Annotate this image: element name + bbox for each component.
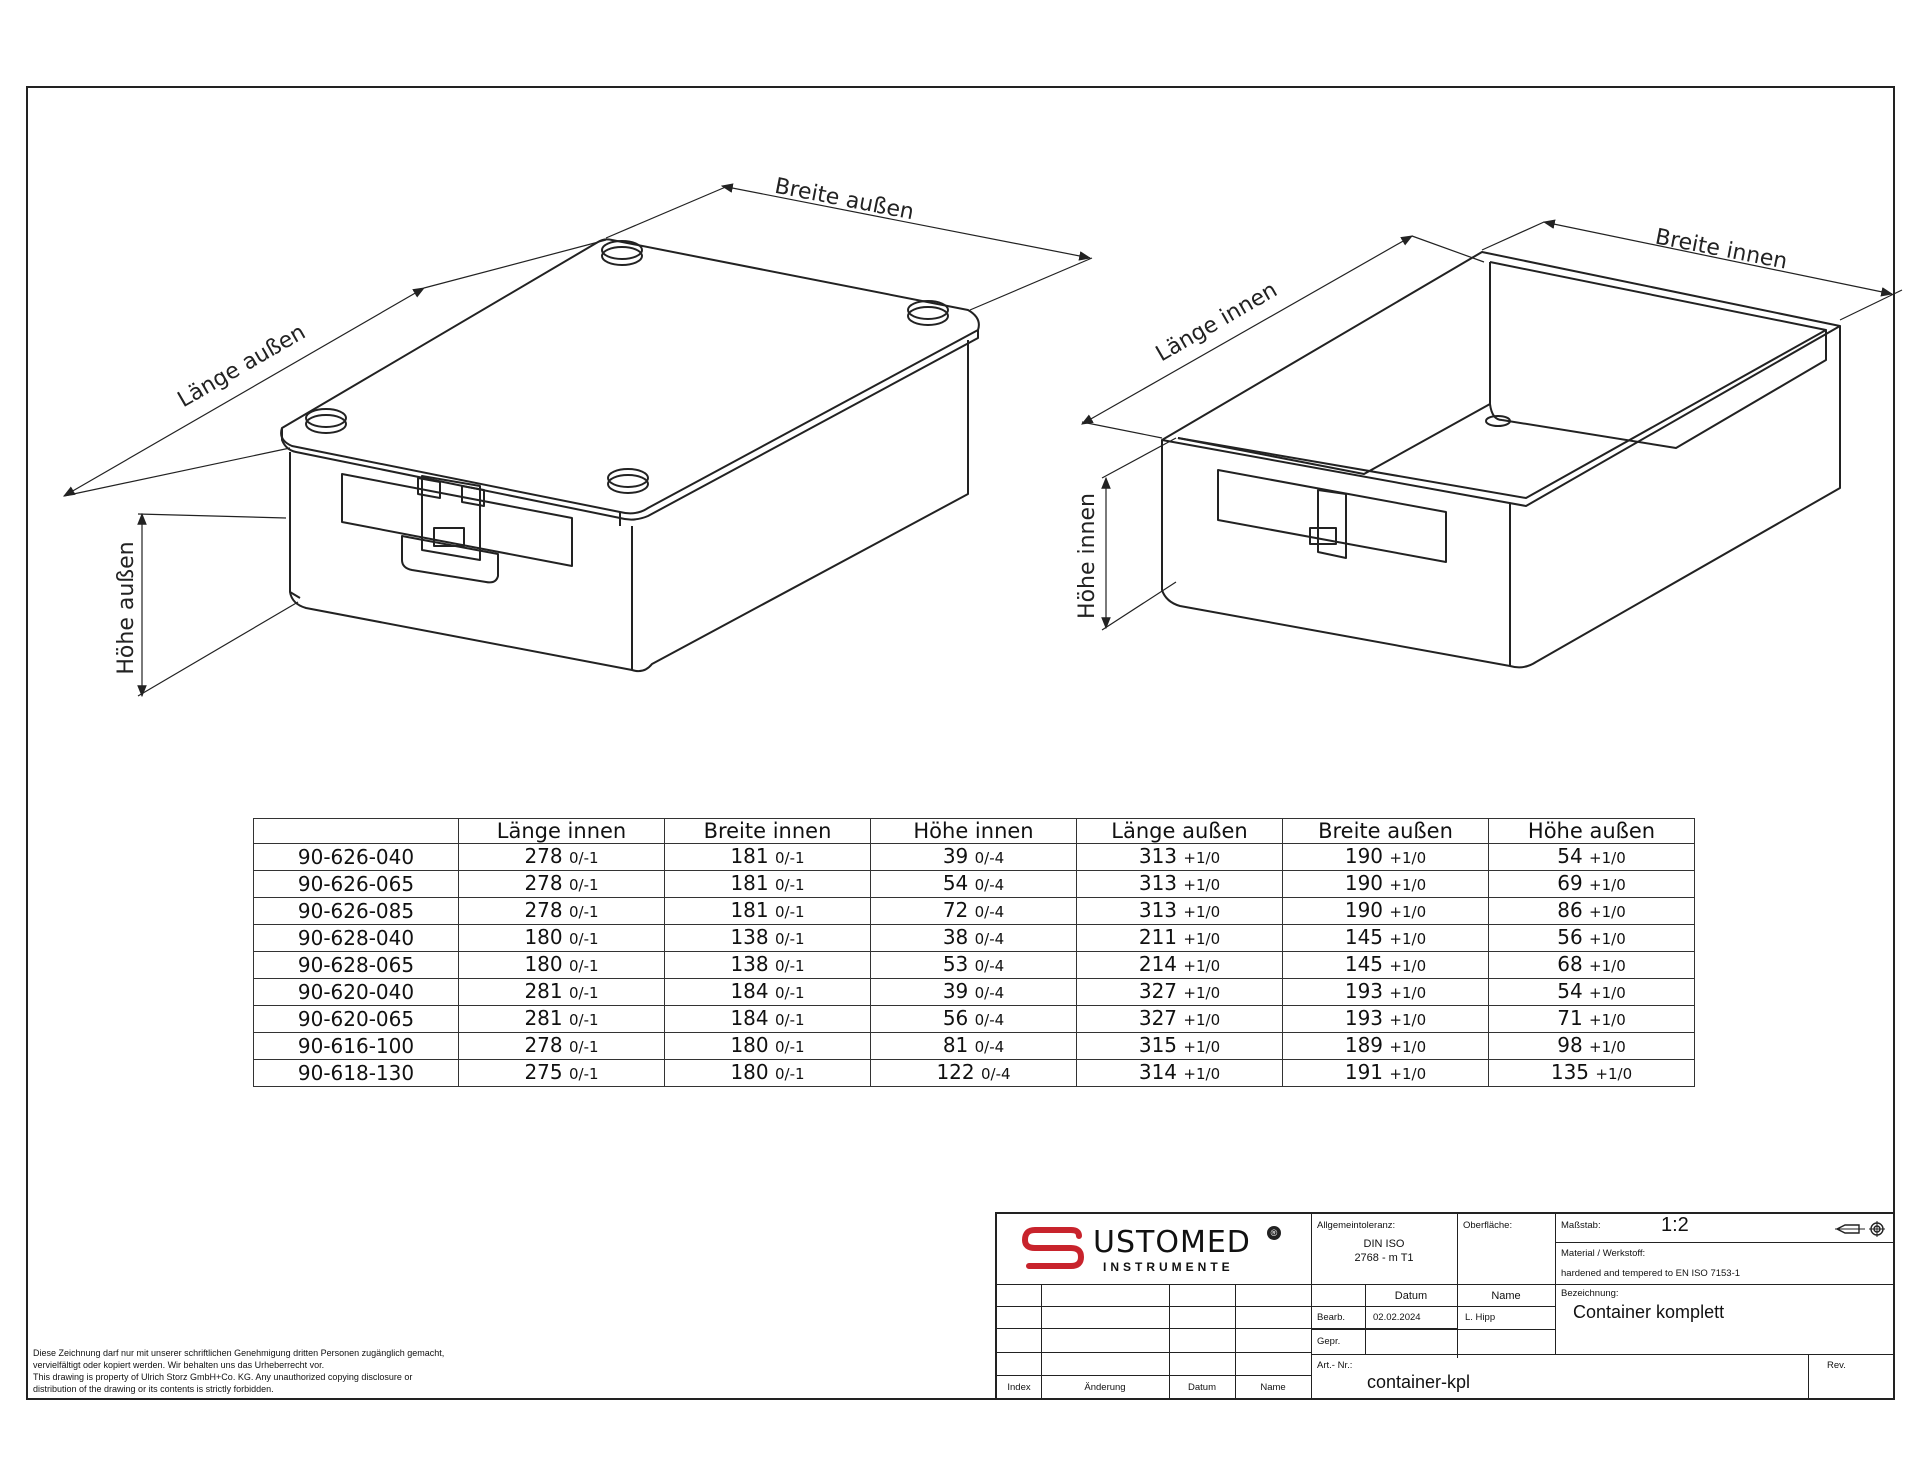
table-row [254,952,1695,979]
article-number-cell: 90-618-130 [254,1060,459,1087]
outer-dimension-lines [64,186,1092,696]
dimension-cell [1077,925,1283,952]
tolerance-value: +1/0 [1389,984,1427,1002]
dimension-cell [1077,1006,1283,1033]
dimension-cell [1489,1060,1695,1087]
dimension-value: 181 [730,844,769,868]
header-cell [254,819,459,844]
table-row [254,1006,1695,1033]
dimension-cell [1283,844,1489,871]
dimension-value: 327 [1138,979,1178,1003]
tolerance-value: 0/-1 [568,957,599,975]
drawn-by-label: Bearb. [1317,1312,1345,1323]
disclaimer-german: Diese Zeichnung darf nur mit unserer schriftlichen Genehmigung dritten Personen zugänglich gemacht, vervielfältigt oder kopiert werden. Wir behalten uns das Urheberrecht vor. [33,1348,445,1370]
dimension-value: 54 [1557,979,1583,1003]
dimension-value: 145 [1344,952,1384,976]
label-laenge-innen: Länge innen [1151,277,1282,368]
logo-wordmark: USTOMED [1093,1225,1251,1260]
table-row [254,898,1695,925]
table-row [254,1060,1695,1087]
tolerance-value: +1/0 [1183,984,1221,1002]
dimension-value: 122 [936,1060,975,1084]
dimension-cell [1489,844,1695,871]
dimension-cell [459,1006,665,1033]
dimension-value: 39 [942,979,969,1003]
dimension-cell [1077,952,1283,979]
table-row [254,925,1695,952]
table-row [254,1033,1695,1060]
dimension-value: 180 [730,1060,769,1084]
table-row [254,871,1695,898]
tolerance-value: 0/-4 [974,984,1005,1002]
dimension-value: 98 [1557,1033,1583,1057]
dimension-value: 314 [1138,1060,1178,1084]
dimension-cell [1489,871,1695,898]
revision-date-header: Datum [1188,1382,1216,1393]
dimension-cell [871,898,1077,925]
header-cell: Breite außen [1283,819,1489,844]
tolerance-value: +1/0 [1183,1011,1221,1029]
dimension-cell [665,1060,871,1087]
tolerance-value: 0/-4 [974,1011,1005,1029]
dimension-value: 181 [730,871,769,895]
dimension-cell [1283,1006,1489,1033]
dimension-value: 72 [942,898,969,922]
tolerance-value: +1/0 [1183,876,1221,894]
dimension-cell [459,1033,665,1060]
dimension-value: 313 [1138,871,1178,895]
dimension-cell [665,844,871,871]
dimension-cell [665,898,871,925]
tolerance-value: 0/-1 [568,984,599,1002]
tolerance-value: +1/0 [1589,957,1626,975]
dimension-cell [871,979,1077,1006]
revision-index-header: Index [1007,1382,1031,1393]
dimension-cell [871,1060,1077,1087]
article-number-label: Art.- Nr.: [1317,1360,1353,1371]
dimension-value: 278 [524,1033,563,1057]
dimension-value: 181 [730,898,769,922]
dimension-value: 69 [1557,871,1583,895]
dimension-cell [871,844,1077,871]
dimension-cell [1283,898,1489,925]
dimension-value: 180 [730,1033,769,1057]
dimension-cell [1077,1060,1283,1087]
tolerance-value: +1/0 [1389,1038,1427,1056]
registered-mark-icon: ® [1267,1226,1281,1240]
article-number-cell: 90-626-085 [254,898,459,925]
label-breite-aussen: Breite außen [772,173,916,226]
dimension-value: 184 [730,1006,769,1030]
article-number-cell: 90-626-065 [254,871,459,898]
dimension-cell [1283,1033,1489,1060]
tolerance-value: +1/0 [1589,1011,1626,1029]
tolerance-value: 0/-1 [568,1065,599,1083]
dimension-value: 315 [1138,1033,1178,1057]
dimension-value: 193 [1344,979,1384,1003]
tolerance-value: 0/-1 [774,930,805,948]
dimension-cell [871,952,1077,979]
dimension-cell [1077,1033,1283,1060]
tolerance-value: 0/-1 [774,1011,805,1029]
tolerance-value: +1/0 [1389,1011,1427,1029]
table-row [254,844,1695,871]
tolerance-value: +1/0 [1183,1065,1221,1083]
label-hoehe-aussen: Höhe außen [114,541,139,675]
dimension-value: 191 [1344,1060,1384,1084]
checked-by-label: Gepr. [1317,1336,1341,1347]
dimension-value: 193 [1344,1006,1384,1030]
article-number-cell: 90-616-100 [254,1033,459,1060]
dimension-cell [665,952,871,979]
name-column-header: Name [1491,1290,1521,1302]
tolerance-value: +1/0 [1389,1065,1427,1083]
dimension-cell [1283,925,1489,952]
dimension-value: 190 [1344,898,1384,922]
dimension-value: 68 [1557,952,1583,976]
dimension-cell [459,925,665,952]
drawn-by-name: L. Hipp [1465,1312,1496,1323]
surface-label: Oberfläche: [1463,1220,1513,1231]
dimension-cell [1077,844,1283,871]
scale-label: Maßstab: [1561,1220,1601,1231]
dimension-value: 86 [1557,898,1583,922]
dimension-cell [665,1006,871,1033]
tolerance-value: 0/-4 [974,849,1005,867]
dimension-cell [665,871,871,898]
material-value: hardened and tempered to EN ISO 7153-1 [1561,1268,1741,1279]
tolerance-value: 0/-1 [774,849,805,867]
tolerance-value: 0/-1 [774,876,805,894]
header-cell: Länge innen [459,819,665,844]
dimension-cell [871,871,1077,898]
title-block [995,1212,1895,1400]
tolerance-value: 0/-1 [568,1038,599,1056]
tolerance-value: +1/0 [1595,1065,1633,1083]
dimension-cell [1283,979,1489,1006]
dimension-cell [1489,1006,1695,1033]
dimension-cell [1489,925,1695,952]
tolerance-value: +1/0 [1389,876,1427,894]
article-number-cell: 90-628-040 [254,925,459,952]
material-label: Material / Werkstoff: [1561,1248,1646,1259]
tolerance-value: +1/0 [1389,930,1427,948]
dimension-value: 281 [524,979,563,1003]
tolerance-value: 0/-1 [774,1038,805,1056]
tolerance-value: +1/0 [1183,930,1221,948]
article-number-cell: 90-620-065 [254,1006,459,1033]
dimension-cell [665,1033,871,1060]
revision-change-header: Änderung [1084,1382,1126,1393]
dimension-value: 138 [730,925,769,949]
tolerance-value: 0/-4 [980,1065,1011,1083]
dimension-value: 190 [1344,871,1384,895]
article-number-cell: 90-628-065 [254,952,459,979]
tolerance-value: +1/0 [1589,903,1626,921]
dimension-cell [871,925,1077,952]
dimension-value: 180 [524,952,563,976]
dimension-cell [1489,979,1695,1006]
dimension-cell [1489,1033,1695,1060]
header-cell: Höhe innen [871,819,1077,844]
tolerance-value: +1/0 [1589,984,1626,1002]
dimension-value: 145 [1344,925,1384,949]
tolerance-value: +1/0 [1589,849,1626,867]
dimension-cell [665,925,871,952]
dimension-cell [1077,871,1283,898]
header-cell: Breite innen [665,819,871,844]
dimension-cell [459,898,665,925]
tolerance-value: +1/0 [1589,1038,1626,1056]
dimension-value: 190 [1344,844,1384,868]
projection-symbol-icon [1835,1220,1889,1238]
tolerance-label: Allgemeintoleranz: [1317,1220,1396,1231]
revision-name-header: Name [1260,1382,1286,1393]
dimension-value: 278 [524,898,563,922]
table-row [254,979,1695,1006]
dimension-cell [1489,952,1695,979]
dimension-value: 38 [942,925,969,949]
article-number-value: container-kpl [1367,1372,1471,1392]
tolerance-value: 0/-1 [568,849,599,867]
tolerance-value: 0/-4 [974,957,1005,975]
revision-label: Rev. [1827,1360,1846,1371]
tolerance-value: +1/0 [1389,903,1427,921]
dimension-value: 184 [730,979,769,1003]
tolerance-value-line1: DIN ISO [1363,1238,1405,1250]
date-column-header: Datum [1394,1290,1428,1302]
dimension-value: 211 [1138,925,1178,949]
tolerance-value: +1/0 [1183,1038,1221,1056]
tolerance-value: 0/-1 [774,984,805,1002]
dimension-value: 56 [942,1006,969,1030]
article-number-cell: 90-620-040 [254,979,459,1006]
tolerance-value: 0/-1 [568,930,599,948]
dimension-value: 313 [1138,898,1178,922]
dimension-cell [871,1033,1077,1060]
tolerance-value: 0/-1 [774,1065,805,1083]
dimension-cell [665,979,871,1006]
tolerance-value: 0/-1 [568,876,599,894]
inner-container-drawing [1162,252,1840,667]
dimension-value: 56 [1557,925,1583,949]
tolerance-value: 0/-1 [774,957,805,975]
dimension-value: 71 [1557,1006,1583,1030]
table-header-row [254,819,1695,844]
header-cell: Höhe außen [1489,819,1695,844]
tolerance-value: 0/-4 [974,1038,1005,1056]
drawn-date: 02.02.2024 [1373,1312,1421,1323]
dimension-value: 135 [1550,1060,1590,1084]
tolerance-value: +1/0 [1589,930,1626,948]
dimension-cell [1077,898,1283,925]
dimension-value: 214 [1138,952,1178,976]
dimension-value: 138 [730,952,769,976]
header-cell: Länge außen [1077,819,1283,844]
dimension-table [253,818,1695,1087]
tolerance-value: 0/-1 [568,903,599,921]
dimension-value: 278 [524,844,563,868]
scale-value: 1:2 [1661,1214,1689,1236]
dimension-cell [459,952,665,979]
dimension-value: 53 [942,952,969,976]
designation-value: Container komplett [1573,1302,1725,1322]
dimension-value: 39 [942,844,969,868]
dimension-value: 54 [942,871,969,895]
tolerance-value: 0/-1 [568,1011,599,1029]
tolerance-value-line2: 2768 - m T1 [1354,1252,1414,1264]
dimension-cell [1077,979,1283,1006]
dimension-cell [1283,952,1489,979]
label-laenge-aussen: Länge außen [173,319,310,413]
tolerance-value: 0/-4 [974,930,1005,948]
dimension-cell [459,844,665,871]
label-hoehe-innen: Höhe innen [1075,493,1100,619]
dimension-value: 180 [524,925,563,949]
dimension-value: 278 [524,871,563,895]
article-number-cell: 90-626-040 [254,844,459,871]
tolerance-value: +1/0 [1589,876,1626,894]
dimension-value: 189 [1344,1033,1384,1057]
dimension-cell [459,979,665,1006]
designation-label: Bezeichnung: [1561,1288,1619,1299]
dimension-cell [459,1060,665,1087]
tolerance-value: 0/-1 [774,903,805,921]
tolerance-value: 0/-4 [974,876,1005,894]
dimension-cell [459,871,665,898]
dimension-cell [871,1006,1077,1033]
copyright-disclaimer [33,1347,453,1395]
disclaimer-english: This drawing is property of Ulrich Storz GmbH+Co. KG. Any unauthorized copying disclosure or distribution of the drawing or its contents is strictly forbidden. [33,1372,413,1394]
dimension-value: 313 [1138,844,1178,868]
outer-container-drawing [281,239,979,671]
dimension-cell [1489,898,1695,925]
dimension-value: 81 [942,1033,969,1057]
dimension-value: 327 [1138,1006,1178,1030]
dimension-value: 275 [524,1060,563,1084]
tolerance-value: 0/-4 [974,903,1005,921]
dimension-value: 281 [524,1006,563,1030]
tolerance-value: +1/0 [1183,903,1221,921]
tolerance-value: +1/0 [1183,957,1221,975]
label-breite-innen: Breite innen [1653,224,1790,275]
company-logo [1019,1226,1089,1272]
dimension-cell [1283,1060,1489,1087]
tolerance-value: +1/0 [1183,849,1221,867]
logo-subtitle: INSTRUMENTE [1103,1260,1234,1274]
tolerance-value: +1/0 [1389,957,1427,975]
dimension-cell [1283,871,1489,898]
tolerance-value: +1/0 [1389,849,1427,867]
dimension-value: 54 [1557,844,1583,868]
